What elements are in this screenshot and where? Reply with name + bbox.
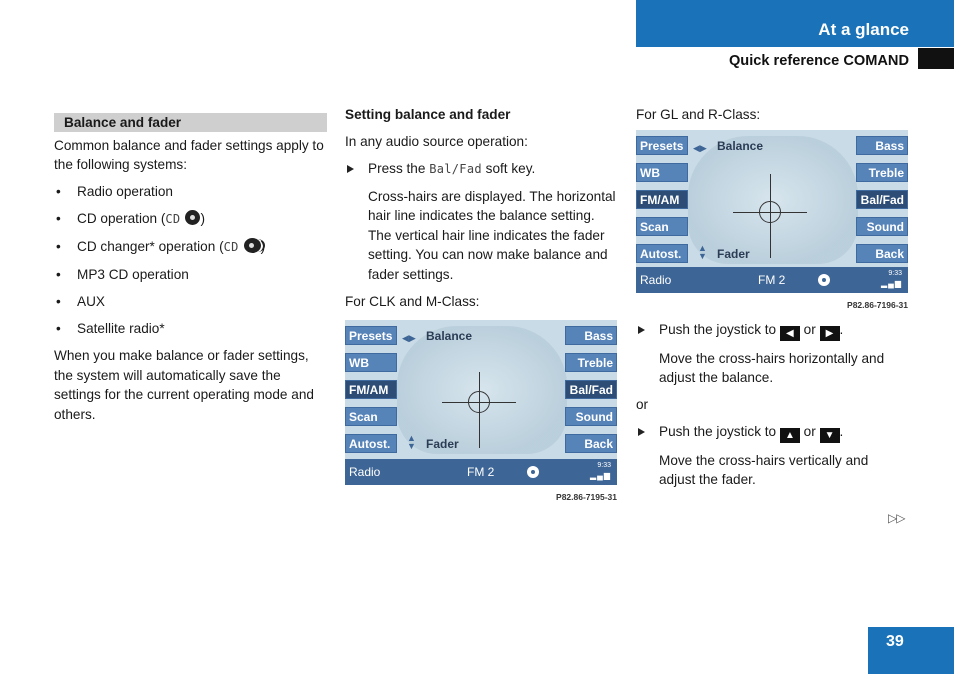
cd-changer-icon (244, 238, 261, 253)
screen-button-wb: WB (636, 163, 688, 182)
list-item: • CD changer* operation (CD (54, 237, 327, 257)
clk-mclass-label: For CLK and M-Class: (345, 293, 480, 309)
figure-id: P82.86-7195-31 (556, 492, 617, 503)
balfad-softkey-text: Bal/Fad (429, 162, 482, 176)
figure-id: P82.86-7196-31 (847, 300, 908, 311)
gl-rclass-label: For GL and R-Class: (636, 107, 761, 122)
outro-paragraph: When you make balance or fader settings, the system will automatically save the settings for the current operating mode and others. (54, 348, 314, 422)
up-down-arrows-icon: ▲ ▼ (698, 243, 707, 262)
status-source: Radio (640, 273, 672, 288)
column-left (54, 100, 327, 432)
status-time: 9:33 (888, 270, 902, 278)
left-right-arrows-icon: ◀▶ (693, 143, 707, 154)
screen-status-bar (345, 459, 617, 485)
fader-label: Fader (717, 247, 750, 262)
screen-button-wb: WB (345, 353, 397, 372)
cd-display-text: CD (165, 212, 181, 227)
status-source: Radio (349, 465, 381, 480)
screen-button-back: Back (565, 434, 617, 453)
list-item: • Satellite radio* (54, 319, 327, 338)
list-item: • Radio operation (54, 182, 327, 201)
cd-icon (818, 274, 830, 286)
list-item: • MP3 CD operation (54, 265, 327, 284)
signal-strength-icon: ▂▄▆ (590, 471, 611, 481)
header-marker-block (918, 48, 954, 69)
screen-button-treble: Treble (856, 163, 908, 182)
screen-button-treble: Treble (565, 353, 617, 372)
left-arrow-key-icon: ◀ (780, 326, 800, 341)
screen-button-presets: Presets (636, 136, 688, 155)
instruction-step: Push the joystick to ▲ or ▼ . (636, 422, 908, 443)
down-arrow-key-icon: ▼ (820, 428, 840, 443)
cd-icon (527, 466, 539, 478)
step-result: Move the cross-hairs horizontally and adjust the balance. (659, 351, 885, 386)
screen-button-autost: Autost. (636, 244, 688, 263)
screen-button-autost: Autost. (345, 434, 397, 453)
screen-button-sound: Sound (856, 217, 908, 236)
instruction-step: Press the Bal/Fad soft key. (345, 159, 617, 179)
instruction-step: Push the joystick to ◀ or ▶ . (636, 320, 908, 341)
car-interior-graphic (688, 136, 858, 264)
page-number: 39 (886, 633, 904, 650)
screen-button-sound: Sound (565, 407, 617, 426)
section-heading: Balance and fader (54, 113, 327, 132)
comand-screen-figure (345, 320, 617, 485)
left-right-arrows-icon: ◀▶ (402, 333, 416, 344)
subsection-title: Quick reference COMAND (728, 53, 909, 69)
balance-label: Balance (717, 139, 764, 154)
systems-list (54, 182, 327, 338)
signal-strength-icon: ▂▄▆ (881, 279, 902, 289)
step-result: Cross-hairs are displayed. The horizontal hair line indicates the balance setting. The vertical hair line indicates the fader setting. You can now make balance and fader settings. (368, 189, 616, 282)
audio-source-line: In any audio source operation: (345, 134, 528, 149)
fader-label: Fader (426, 437, 459, 452)
screen-button-scan: Scan (636, 217, 688, 236)
status-time: 9:33 (597, 462, 611, 470)
balance-label: Balance (426, 329, 473, 344)
crosshair-ring (468, 391, 490, 413)
column-middle (345, 100, 617, 507)
subheading: Setting balance and fader (345, 107, 511, 122)
screen-status-bar (636, 267, 908, 293)
up-arrow-key-icon: ▲ (780, 428, 800, 443)
cd-display-text: CD (223, 240, 239, 255)
column-right (636, 100, 908, 497)
status-band: FM 2 (758, 273, 786, 288)
step-result: Move the cross-hairs vertically and adjust the fader. (659, 453, 869, 488)
comand-screen-figure (636, 130, 908, 293)
screen-button-back: Back (856, 244, 908, 263)
screen-button-bass: Bass (565, 326, 617, 345)
up-down-arrows-icon: ▲ ▼ (407, 433, 416, 452)
screen-button-balfad: Bal/Fad (856, 190, 908, 209)
intro-paragraph: Common balance and fader settings apply to the following systems: (54, 138, 324, 173)
screen-button-presets: Presets (345, 326, 397, 345)
right-arrow-key-icon: ▶ (820, 326, 840, 341)
screen-button-fmam: FM/AM (636, 190, 688, 209)
cd-disc-icon (185, 210, 200, 225)
or-separator: or (636, 397, 649, 413)
list-item: • AUX (54, 292, 327, 311)
section-title: At a glance (818, 20, 909, 39)
screen-button-balfad: Bal/Fad (565, 380, 617, 399)
screen-button-bass: Bass (856, 136, 908, 155)
screen-button-scan: Scan (345, 407, 397, 426)
status-band: FM 2 (467, 465, 495, 480)
list-item: • CD operation (CD ) (54, 209, 327, 229)
page-number-tab (868, 627, 954, 674)
continued-marker-icon: ▷▷ (888, 511, 905, 525)
car-interior-graphic (397, 326, 567, 454)
screen-button-fmam: FM/AM (345, 380, 397, 399)
